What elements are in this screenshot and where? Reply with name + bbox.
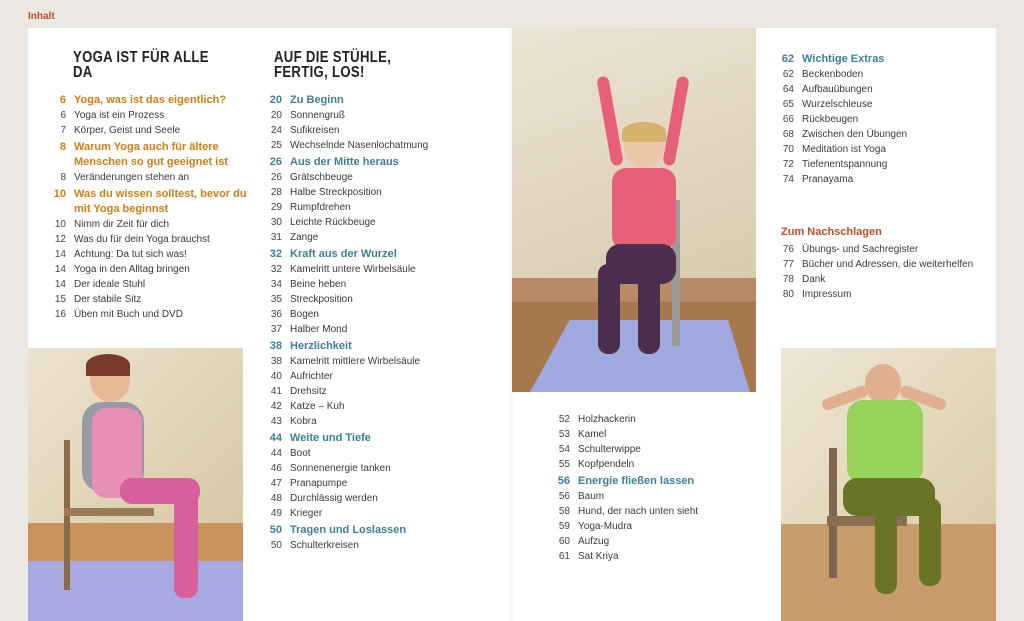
toc-entry — [544, 489, 744, 504]
page-number: 44 — [269, 432, 282, 444]
page-number: 42 — [270, 401, 282, 412]
toc-entry — [40, 262, 250, 277]
entry-title: Halbe Streckposition — [290, 187, 382, 198]
entry-title: Sat Kriya — [578, 551, 619, 562]
toc-entry — [40, 217, 250, 232]
page-number: 56 — [558, 491, 570, 502]
entry-title: Hund, der nach unten sieht — [578, 506, 699, 517]
toc-entry — [768, 82, 988, 97]
page-number: 15 — [54, 294, 66, 305]
entry-title: Pranayama — [802, 174, 854, 185]
entry-title: Rückbeugen — [802, 114, 859, 125]
entry-title: Weite und Tiefe — [290, 432, 371, 444]
page-number: 68 — [782, 129, 794, 140]
toc-entry — [256, 414, 486, 429]
entry-title: Halber Mond — [290, 324, 348, 335]
entry-title: Yoga in den Alltag bringen — [74, 264, 190, 275]
toc-section-entry — [256, 523, 486, 538]
page-number: 37 — [270, 324, 282, 335]
page-number: 80 — [782, 289, 794, 300]
page-number: 34 — [270, 279, 282, 290]
page-number: 66 — [782, 114, 794, 125]
toc-section-entry — [544, 474, 744, 489]
toc-entry — [256, 170, 486, 185]
toc-section-entry — [40, 140, 250, 170]
page-number: 52 — [558, 414, 570, 425]
page-number: 38 — [269, 340, 282, 352]
entry-title: Holzhackerin — [578, 414, 636, 425]
toc-entry — [544, 412, 744, 427]
page-number: 47 — [270, 478, 282, 489]
toc-entry — [768, 112, 988, 127]
entry-title: Leichte Rückbeuge — [290, 217, 376, 228]
entry-title: Kraft aus der Wurzel — [290, 248, 397, 260]
toc-entry — [40, 277, 250, 292]
page-number: 26 — [270, 172, 282, 183]
nachschlagen-heading — [781, 225, 988, 240]
page-number: 59 — [558, 521, 570, 532]
toc-list — [256, 93, 486, 553]
page-number: 14 — [54, 279, 66, 290]
entry-title: Impressum — [802, 289, 852, 300]
page-number: 32 — [270, 264, 282, 275]
entry-title: Sufikreisen — [290, 125, 340, 136]
toc-entry — [256, 369, 486, 384]
page-number: 20 — [269, 94, 282, 106]
toc-entry — [40, 232, 250, 247]
entry-title: Pranapumpe — [290, 478, 348, 489]
toc-entry — [256, 461, 486, 476]
toc-entry — [256, 322, 486, 337]
toc-entry — [256, 476, 486, 491]
entry-title: Aus der Mitte heraus — [290, 156, 399, 168]
toc-entry — [256, 292, 486, 307]
entry-title: Der ideale Stuhl — [74, 279, 146, 290]
entry-title: Yoga, was ist das eigentlich? — [74, 94, 227, 106]
entry-title: Durchlässig werden — [290, 493, 378, 504]
page-number: 10 — [53, 188, 66, 200]
toc-entry — [40, 292, 250, 307]
page-number: 44 — [270, 448, 282, 459]
entry-title: Wurzelschleuse — [802, 99, 873, 110]
entry-title: Zu Beginn — [290, 94, 344, 106]
toc-section-entry — [256, 247, 486, 262]
section-title: AUF DIE STÜHLE, FERTIG, LOS! — [274, 49, 392, 81]
toc-section-entry — [40, 93, 250, 108]
photo-man-shoulder-exercise — [781, 348, 996, 621]
entry-title: Aufrichter — [290, 371, 333, 382]
page-number: 36 — [270, 309, 282, 320]
page-number: 77 — [782, 259, 794, 270]
entry-title: Üben mit Buch und DVD — [74, 309, 183, 320]
toc-entry — [40, 307, 250, 322]
page-number: 50 — [269, 524, 282, 536]
page-number: 62 — [782, 69, 794, 80]
entry-title: Zwischen den Übungen — [802, 129, 908, 140]
entry-title: Krieger — [290, 508, 323, 519]
toc-entry — [256, 138, 486, 153]
toc-list — [544, 412, 744, 564]
toc-entry — [256, 200, 486, 215]
entry-title: Katze – Kuh — [290, 401, 345, 412]
toc-list — [40, 93, 250, 322]
entry-title: Achtung: Da tut sich was! — [74, 249, 187, 260]
page-number: 76 — [782, 244, 794, 255]
page-number: 25 — [270, 140, 282, 151]
entry-title: Was du für dein Yoga brauchst — [74, 234, 210, 245]
page-number: 70 — [782, 144, 794, 155]
entry-title: Körper, Geist und Seele — [74, 125, 181, 136]
page-number: 40 — [270, 371, 282, 382]
page-number: 35 — [270, 294, 282, 305]
entry-title: Bogen — [290, 309, 319, 320]
toc-entry — [768, 97, 988, 112]
entry-title: Meditation ist Yoga — [802, 144, 886, 155]
toc-list — [768, 242, 988, 302]
page-number: 32 — [269, 248, 282, 260]
page-number: 60 — [558, 536, 570, 547]
entry-title: Warum Yoga auch für ältere Menschen so gut geeignet ist — [74, 141, 229, 168]
page-number: 20 — [270, 110, 282, 121]
page-number: 78 — [782, 274, 794, 285]
toc-entry — [768, 142, 988, 157]
page-number: 41 — [270, 386, 282, 397]
photo-woman-seated — [28, 348, 243, 621]
entry-title: Grätschbeuge — [290, 172, 353, 183]
entry-title: Sonnengruß — [290, 110, 346, 121]
toc-entry — [768, 242, 988, 257]
toc-entry — [40, 247, 250, 262]
photo-woman-arms-raised — [512, 28, 756, 392]
nachschlagen-title: Zum Nachschlagen — [781, 226, 882, 238]
toc-section-entry — [768, 52, 988, 67]
entry-title: Kamelritt mittlere Wirbelsäule — [290, 356, 421, 367]
toc-entry — [256, 354, 486, 369]
toc-column-4 — [768, 50, 988, 302]
entry-title: Wechselnde Nasenlochatmung — [290, 140, 429, 151]
entry-title: Schulterkreisen — [290, 540, 359, 551]
entry-title: Nimm dir Zeit für dich — [74, 219, 170, 230]
toc-entry — [256, 123, 486, 138]
page-number: 8 — [59, 141, 66, 153]
entry-title: Der stabile Sitz — [74, 294, 142, 305]
page-label: Inhalt — [28, 11, 55, 22]
page-number: 50 — [270, 540, 282, 551]
toc-entry — [544, 519, 744, 534]
toc-column-2 — [256, 50, 486, 553]
entry-title: Dank — [802, 274, 826, 285]
toc-list — [768, 52, 988, 187]
toc-section-entry — [256, 155, 486, 170]
entry-title: Aufzug — [578, 536, 610, 547]
entry-title: Bücher und Adressen, die weiterhelfen — [802, 259, 974, 270]
page-number: 16 — [54, 309, 66, 320]
entry-title: Streckposition — [290, 294, 353, 305]
page-number: 8 — [60, 172, 66, 183]
entry-title: Beckenboden — [802, 69, 864, 80]
page-number: 53 — [558, 429, 570, 440]
entry-title: Kamelritt untere Wirbelsäule — [290, 264, 416, 275]
entry-title: Kamel — [578, 429, 607, 440]
toc-entry — [768, 172, 988, 187]
toc-entry — [544, 427, 744, 442]
section-title: YOGA IST FÜR ALLE DA — [73, 49, 209, 81]
page-number: 62 — [781, 53, 794, 65]
entry-title: Zange — [290, 232, 319, 243]
entry-title: Boot — [290, 448, 311, 459]
entry-title: Yoga-Mudra — [578, 521, 633, 532]
page-number: 14 — [54, 264, 66, 275]
toc-entry — [256, 491, 486, 506]
toc-entry — [256, 185, 486, 200]
page-number: 31 — [270, 232, 282, 243]
toc-entry — [40, 170, 250, 185]
page-number: 55 — [558, 459, 570, 470]
toc-column-1 — [40, 50, 250, 322]
entry-title: Was du wissen solltest, bevor du mit Yoga beginnst — [74, 188, 247, 215]
entry-title: Energie fließen lassen — [578, 475, 695, 487]
page-number: 64 — [782, 84, 794, 95]
entry-title: Rumpfdrehen — [290, 202, 351, 213]
entry-title: Wichtige Extras — [802, 53, 885, 65]
entry-title: Beine heben — [290, 279, 347, 290]
entry-title: Baum — [578, 491, 605, 502]
page-number: 10 — [54, 219, 66, 230]
toc-entry — [40, 123, 250, 138]
page-number: 49 — [270, 508, 282, 519]
toc-section-entry — [256, 93, 486, 108]
page-number: 29 — [270, 202, 282, 213]
entry-title: Sonnenenergie tanken — [290, 463, 391, 474]
toc-entry — [256, 399, 486, 414]
page-number: 65 — [782, 99, 794, 110]
page-number: 56 — [557, 475, 570, 487]
page-number: 72 — [782, 159, 794, 170]
entry-title: Tiefenentspannung — [802, 159, 888, 170]
entry-title: Aufbauübungen — [802, 84, 873, 95]
toc-entry — [256, 277, 486, 292]
page-number: 54 — [558, 444, 570, 455]
page-number: 14 — [54, 249, 66, 260]
page-number: 26 — [269, 156, 282, 168]
toc-column-3 — [544, 412, 744, 564]
page-number: 48 — [270, 493, 282, 504]
page-number: 43 — [270, 416, 282, 427]
entry-title: Herzlichkeit — [290, 340, 352, 352]
page-number: 7 — [60, 125, 66, 136]
entry-title: Kobra — [290, 416, 317, 427]
page-number: 6 — [59, 94, 66, 106]
page-number: 12 — [54, 234, 66, 245]
page-number: 6 — [60, 110, 66, 121]
toc-entry — [256, 446, 486, 461]
toc-entry — [768, 272, 988, 287]
toc-entry — [768, 287, 988, 302]
toc-section-entry — [256, 431, 486, 446]
page-number: 30 — [270, 217, 282, 228]
entry-title: Drehsitz — [290, 386, 327, 397]
page-number: 46 — [270, 463, 282, 474]
page-number: 24 — [270, 125, 282, 136]
toc-entry — [256, 506, 486, 521]
page-number: 38 — [270, 356, 282, 367]
toc-entry — [256, 262, 486, 277]
toc-entry — [256, 538, 486, 553]
entry-title: Schulterwippe — [578, 444, 641, 455]
toc-entry — [544, 442, 744, 457]
toc-entry — [544, 534, 744, 549]
entry-title: Tragen und Loslassen — [290, 524, 407, 536]
page-number: 74 — [782, 174, 794, 185]
entry-title: Yoga ist ein Prozess — [74, 110, 165, 121]
entry-title: Kopfpendeln — [578, 459, 635, 470]
toc-entry — [544, 457, 744, 472]
entry-title: Veränderungen stehen an — [74, 172, 190, 183]
toc-entry — [768, 157, 988, 172]
toc-entry — [256, 307, 486, 322]
toc-section-entry — [40, 187, 250, 217]
page-number: 58 — [558, 506, 570, 517]
toc-entry — [256, 230, 486, 245]
toc-entry — [544, 549, 744, 564]
toc-entry — [768, 127, 988, 142]
toc-entry — [256, 215, 486, 230]
page-number: 28 — [270, 187, 282, 198]
toc-section-entry — [256, 339, 486, 354]
toc-entry — [40, 108, 250, 123]
toc-entry — [768, 257, 988, 272]
toc-entry — [256, 108, 486, 123]
toc-entry — [768, 67, 988, 82]
entry-title: Übungs- und Sachregister — [802, 244, 919, 255]
toc-entry — [544, 504, 744, 519]
toc-entry — [256, 384, 486, 399]
page-number: 61 — [558, 551, 570, 562]
